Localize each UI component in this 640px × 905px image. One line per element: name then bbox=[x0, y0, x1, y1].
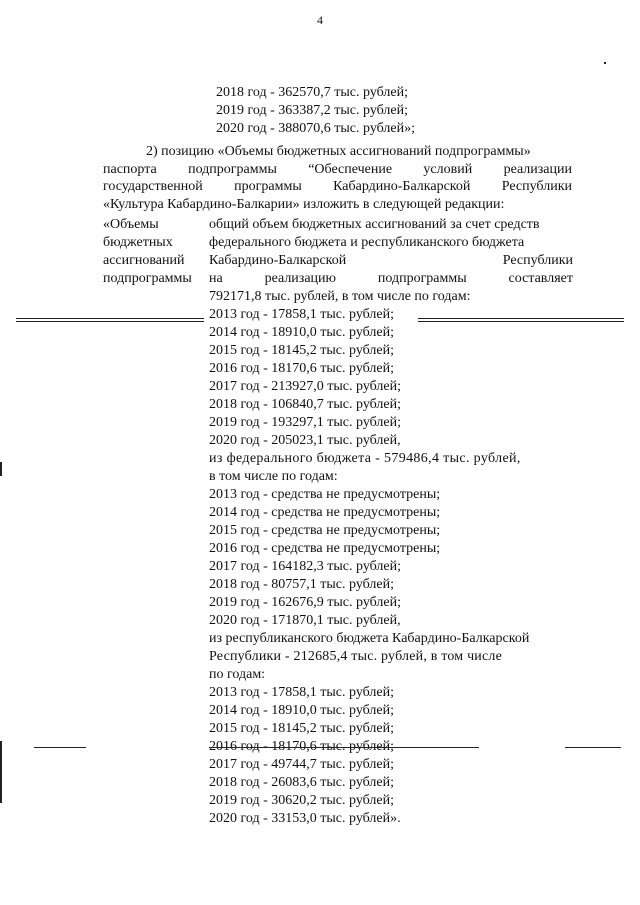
year-line: 2019 год - 30620,2 тыс. рублей; bbox=[209, 793, 395, 808]
year-line: 2016 год - средства не предусмотрены; bbox=[209, 541, 441, 556]
scan-dot bbox=[604, 62, 606, 64]
description-line: 792171,8 тыс. рублей, в том числе по годам: bbox=[209, 289, 471, 304]
label-line: подпрограммы bbox=[103, 271, 192, 286]
year-line: 2020 год - 205023,1 тыс. рублей, bbox=[209, 433, 401, 448]
year-line: 2014 год - 18910,0 тыс. рублей; bbox=[209, 703, 395, 718]
word: “Обеспечение bbox=[308, 162, 393, 177]
paragraph-line: 2) позицию «Объемы бюджетных ассигнований подпрограммы» bbox=[146, 144, 531, 159]
scan-edge-mark bbox=[0, 741, 2, 803]
year-line: 2018 год - 26083,6 тыс. рублей; bbox=[209, 775, 395, 790]
paragraph-line-justified bbox=[103, 178, 572, 196]
intro-line: 2018 год - 362570,7 тыс. рублей; bbox=[216, 85, 409, 100]
year-line: 2019 год - 162676,9 тыс. рублей; bbox=[209, 595, 402, 610]
year-line: 2015 год - 18145,2 тыс. рублей; bbox=[209, 343, 395, 358]
year-line: 2016 год - 18170,6 тыс. рублей; bbox=[209, 361, 395, 376]
scan-rule bbox=[418, 321, 624, 322]
paragraph-line: «Культура Кабардино-Балкарии» изложить в следующей редакции: bbox=[103, 197, 505, 212]
year-line: 2015 год - средства не предусмотрены; bbox=[209, 523, 441, 538]
year-line: 2015 год - 18145,2 тыс. рублей; bbox=[209, 721, 395, 736]
scan-rule bbox=[565, 747, 621, 748]
year-line: 2014 год - 18910,0 тыс. рублей; bbox=[209, 325, 395, 340]
word: Республики bbox=[502, 253, 573, 268]
word: программы bbox=[234, 179, 302, 194]
word: подпрограммы bbox=[377, 271, 467, 286]
label-line: ассигнований bbox=[103, 253, 185, 268]
year-line: 2018 год - 80757,1 тыс. рублей; bbox=[209, 577, 395, 592]
word: реализацию bbox=[264, 271, 336, 286]
description-line-justified bbox=[209, 270, 573, 288]
description-line-justified bbox=[209, 252, 573, 270]
year-line: 2013 год - средства не предусмотрены; bbox=[209, 487, 441, 502]
scan-rule bbox=[34, 747, 86, 748]
year-line: 2020 год - 33153,0 тыс. рублей». bbox=[209, 811, 401, 826]
year-line: 2013 год - 17858,1 тыс. рублей; bbox=[209, 685, 395, 700]
year-line: 2018 год - 106840,7 тыс. рублей; bbox=[209, 397, 402, 412]
word: подпрограммы bbox=[188, 162, 277, 177]
word: паспорта bbox=[103, 162, 157, 177]
year-line: 2019 год - 193297,1 тыс. рублей; bbox=[209, 415, 402, 430]
word: реализации bbox=[503, 162, 572, 177]
label-line: «Объемы bbox=[103, 217, 159, 232]
intro-line: 2019 год - 363387,2 тыс. рублей; bbox=[216, 103, 409, 118]
year-line: 2017 год - 213927,0 тыс. рублей; bbox=[209, 379, 402, 394]
word: условий bbox=[423, 162, 473, 177]
word: на bbox=[209, 271, 223, 286]
intro-line: 2020 год - 388070,6 тыс. рублей»; bbox=[216, 121, 416, 136]
description-line: федерального бюджета и республиканского бюджета bbox=[209, 235, 525, 250]
page-number: 4 bbox=[317, 13, 323, 27]
year-line: 2016 год - 18170,6 тыс. рублей; bbox=[209, 739, 395, 754]
scan-rule bbox=[418, 318, 624, 319]
scan-edge-mark bbox=[0, 462, 2, 476]
word: составляет bbox=[508, 271, 573, 286]
republic-line: из республиканского бюджета Кабардино-Балкарской bbox=[209, 631, 530, 646]
federal-line: из федерального бюджета - 579486,4 тыс. рублей, bbox=[209, 451, 521, 466]
paragraph-line-justified bbox=[103, 161, 572, 179]
republic-line: по годам: bbox=[209, 667, 266, 682]
word: Республики bbox=[501, 179, 572, 194]
year-line: 2013 год - 17858,1 тыс. рублей; bbox=[209, 307, 395, 322]
year-line: 2017 год - 164182,3 тыс. рублей; bbox=[209, 559, 402, 574]
scan-rule bbox=[16, 318, 204, 319]
word: государственной bbox=[103, 179, 203, 194]
year-line: 2020 год - 171870,1 тыс. рублей, bbox=[209, 613, 401, 628]
federal-line: в том числе по годам: bbox=[209, 469, 338, 484]
label-line: бюджетных bbox=[103, 235, 173, 250]
description-line: общий объем бюджетных ассигнований за счет средств bbox=[209, 217, 540, 232]
word: Кабардино-Балкарской bbox=[333, 179, 471, 194]
word: Кабардино-Балкарской bbox=[209, 253, 347, 268]
year-line: 2017 год - 49744,7 тыс. рублей; bbox=[209, 757, 395, 772]
scan-rule bbox=[209, 747, 479, 748]
republic-line: Республики - 212685,4 тыс. рублей, в том числе bbox=[209, 649, 503, 664]
scan-rule bbox=[16, 321, 204, 322]
year-line: 2014 год - средства не предусмотрены; bbox=[209, 505, 441, 520]
